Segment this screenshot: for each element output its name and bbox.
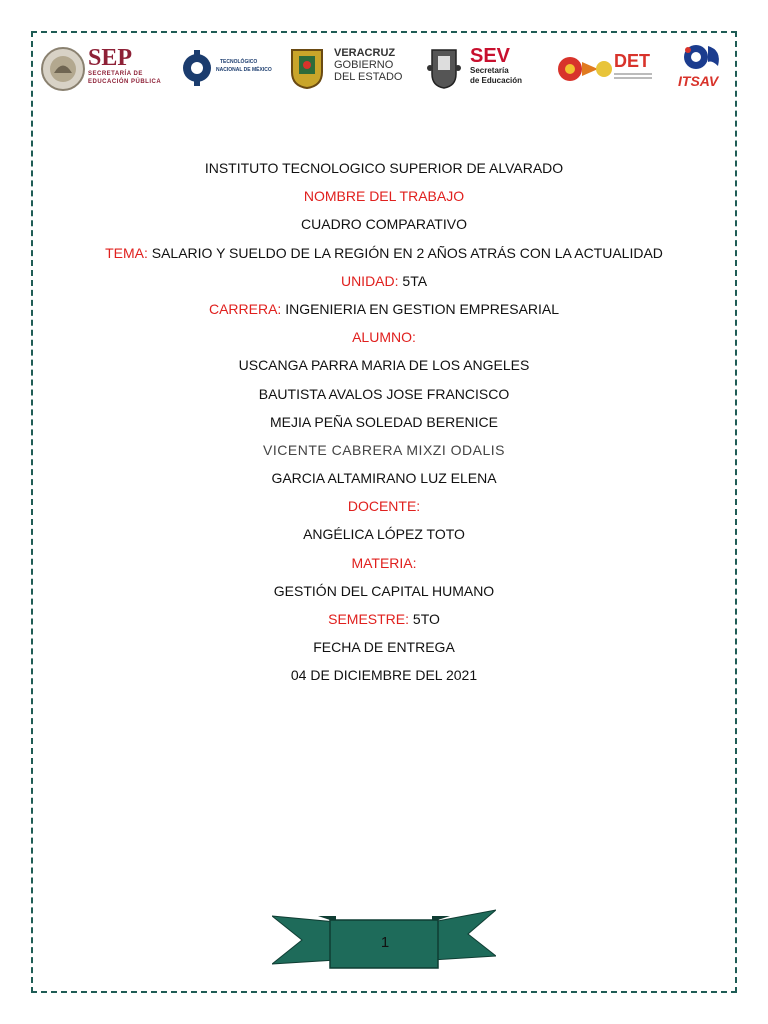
det-emblem-icon <box>556 54 612 84</box>
subject-value: GESTIÓN DEL CAPITAL HUMANO <box>273 582 495 599</box>
sev-logo <box>426 40 546 98</box>
topic-value: SALARIO Y SUELDO DE LA REGIÓN EN 2 AÑOS ATRÁS CON LA ACTUALIDAD <box>147 244 663 261</box>
topic-label: TEMA: <box>105 244 148 261</box>
unit-line <box>0 271 768 299</box>
institute-name: INSTITUTO TECNOLOGICO SUPERIOR DE ALVARADO <box>204 160 564 176</box>
det-logo <box>556 40 656 98</box>
sep-logo <box>38 40 168 98</box>
sev-name: SEV <box>470 45 511 67</box>
unit-value: 5TA <box>398 272 428 289</box>
coat-of-arms-icon <box>40 46 86 92</box>
semester-line <box>0 609 768 637</box>
veracruz-line2: GOBIERNO <box>334 59 394 71</box>
semester-label: SEMESTRE: <box>328 611 410 627</box>
gear-icon <box>180 48 214 88</box>
teacher-value: ANGÉLICA LÓPEZ TOTO <box>303 526 465 543</box>
itsav-emblem-icon <box>678 40 728 74</box>
crest-icon <box>426 44 462 90</box>
student-name: VICENTE CABRERA MIXZI ODALIS <box>263 441 505 458</box>
student-name: USCANGA PARRA MARIA DE LOS ANGELES <box>238 357 530 374</box>
sep-name: SEP <box>88 45 133 71</box>
delivery-label: FECHA DE ENTREGA <box>313 639 455 656</box>
career-label: CARRERA: <box>208 300 282 317</box>
work-label: NOMBRE DEL TRABAJO <box>303 188 465 205</box>
sev-line2: de Educación <box>470 76 523 85</box>
det-subtext-line <box>614 73 652 75</box>
header-logos <box>38 40 730 98</box>
page-number: 1 <box>380 934 390 951</box>
semester-value: 5TO <box>409 611 440 627</box>
veracruz-line3: DEL ESTADO <box>334 71 403 83</box>
unit-label: UNIDAD: <box>340 272 399 289</box>
students-label: ALUMNO: <box>352 329 416 346</box>
work-value: CUADRO COMPARATIVO <box>301 216 467 233</box>
sep-sub1: SECRETARÍA DE <box>88 71 143 77</box>
subject-label: MATERIA: <box>351 554 417 571</box>
tecnm-logo <box>180 40 280 98</box>
det-name: DET <box>614 51 650 71</box>
shield-icon <box>288 46 326 90</box>
student-name: GARCIA ALTAMIRANO LUZ ELENA <box>271 470 497 487</box>
veracruz-logo <box>288 40 408 98</box>
cover-content <box>0 158 768 694</box>
sev-line1: Secretaría <box>470 66 509 75</box>
veracruz-line1: VERACRUZ <box>334 47 396 59</box>
topic-line <box>0 243 768 271</box>
itsav-name: ITSAV <box>678 73 719 89</box>
student-name: BAUTISTA AVALOS JOSE FRANCISCO <box>258 385 510 402</box>
student-name: MEJIA PEÑA SOLEDAD BERENICE <box>270 413 498 430</box>
career-line <box>0 299 768 327</box>
itsav-logo <box>676 40 730 98</box>
delivery-date: 04 DE DICIEMBRE DEL 2021 <box>290 667 478 684</box>
det-subtext-line <box>614 77 652 79</box>
tecnm-line2: NACIONAL DE MÉXICO <box>216 67 272 73</box>
sep-sub2: EDUCACIÓN PÚBLICA <box>88 79 162 85</box>
tecnm-line1: TECNOLÓGICO <box>220 59 258 65</box>
career-value: INGENIERIA EN GESTION EMPRESARIAL <box>281 300 560 317</box>
teacher-label: DOCENTE: <box>347 498 421 515</box>
